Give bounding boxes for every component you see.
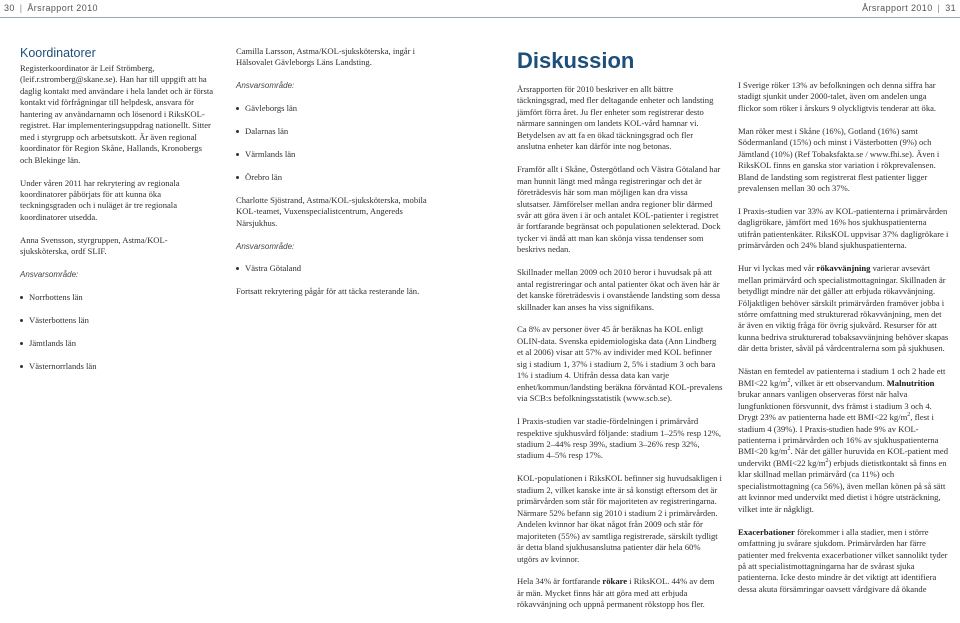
list-item: Värmlands län	[236, 149, 436, 160]
paragraph: Camilla Larsson, Astma/KOL-sjuksköterska, ingår i Hälsovalet Gävleborgs Läns Landsting.	[236, 46, 416, 68]
paragraph: KOL-populationen i RiksKOL befinner sig huvudsakligen i stadium 2, vilket kanske inte är så konstigt eftersom det är primärvården som står för majoriteten av registreringarna. Närmare 52% befann sig 2010 i stadium 2 i primärvården. Andelen kvinnor har ökat något från 2009 och står för majoriteten (55%) av samtliga registrerade, särskilt tydligt är detta bland sjukhusanslutna patienter där hela 60% utgörs av kvinnor.	[517, 473, 722, 564]
list-item: Dalarnas län	[236, 126, 436, 137]
paragraph: Nästan en femtedel av patienterna i stadium 1 och 2 hade ett BMI<22 $kg/m^2$, vilket är ett observandum. Malnutrition brukar annars vanligen observeras först när halva lungfunktionen försvunnit, dvs främst i stadium 3 och 4. Drygt 23% av patienterna hade ett BMI<22 $kg/m^2$, flest i stadium 4 (39%). I Praxis-studien hade 9% av KOL-patienterna i primärvården och 16% av sjukhuspatienterna BMI<20 $kg/m^2$. När det gäller huruvida en KOL-patient med undervikt (BMI<22 $kg/m^2$) erbjuds dietistkontakt så finns en klar skillnad mellan primärvård (ca 11%) och specialistmottagning (ca 56%), även mellan könen på så sätt att kvinnor med undervikt med dietist i högre utsträckning, vilket inte är någkligt.	[738, 366, 948, 514]
area-label: Ansvarsområde:	[236, 81, 295, 91]
list-item: Jämtlands län	[20, 338, 216, 349]
header-title-left: Årsrapport 2010	[27, 3, 98, 13]
page-number-right: 31	[945, 3, 956, 13]
column-diskussion-cont	[738, 80, 950, 607]
area-label: Ansvarsområde:	[236, 241, 295, 251]
area-list	[20, 292, 216, 373]
paragraph: Ca 8% av personer över 45 år beräknas ha KOL enligt OLIN-data. Svenska epidemiologiska data (Ann Lindberg et al 2006) visar att 57% av individer med KOL befinner sig i stadium 1, 37% i stadium 2, 5% i stadium 3 och bara 1% i stadium 4. Utifrån dessa data kan varje enhet/kommun/landsting beräkna förväntad KOL-prevalens via SCB:s befolkningsstatistik (www.scb.se).	[517, 324, 723, 404]
bullet-icon	[236, 107, 239, 110]
bullet-icon	[236, 153, 239, 156]
bullet-icon	[236, 130, 239, 133]
header-separator: |	[19, 3, 23, 13]
paragraph: Under våren 2011 har rekrytering av regionala koordinatorer påbörjats för att kunna öka teckningsgraden och i nuläget är tre regionala koordinatorer utsedda.	[20, 177, 180, 222]
list-item: Västerbottens län	[20, 315, 216, 326]
page-number-left: 30	[4, 3, 15, 13]
page-header-right	[862, 0, 956, 16]
area-list	[236, 103, 436, 184]
area-list	[236, 263, 436, 274]
header-rule	[0, 17, 960, 18]
paragraph: Exacerbationer förekommer i alla stadier, men i större omfattning ju svårare sjukdom. Primärvården har färre patienter med frekventa exacerbationer vilket sannolikt tyder på att specialistmottagningarna har de svårast sjuka patienterna. Icke desto mindre är det viktigt att identifiera dessa akuta försämringar oavsett vårdgivare då ökande	[738, 526, 948, 594]
bullet-icon	[20, 296, 23, 299]
paragraph: Årsrapporten för 2010 beskriver en allt bättre täckningsgrad, med fler deltagande enheter och landsting jämfört förra året. Ju fler enheter som registrerar desto närmare sanningen om landets KOL-vård hamnar vi. Betydelsen av att fa en ökad täckningsgrad och fler anslutna enheter kan därför inte nog betonas.	[517, 84, 714, 152]
list-item: Gävleborgs län	[236, 103, 436, 114]
paragraph: Framför allt i Skåne, Östergötland och Västra Götaland har man hunnit längt med många registreringar och det är företrädesvis här som man möjligen kan dra vissa slutsatser. Jämförelser mellan andra regioner blir därmed svår att göra även i är och antalet KOL-patienter i registret är fortfarande begränsat och populationen selekterad. Dock tycker vi ändå att man kan skönja vissa tendenser som beskrivs nedan.	[517, 164, 721, 255]
paragraph: Anna Svensson, styrgruppen, Astma/KOL-sjuksköterska, ordf SLIF.	[20, 234, 168, 257]
paragraph: Hur vi lyckas med vår rökavvänjning varierar avsevärt mellan primärvård och specialistmottagningar. Skillnaden är betydligt mindre när det gäller att erbjuda rökavvänjning. Följaktligen behöver särskilt primärvården framöver jobba i större omfattning med strukturerad rökavvänjning, men det är även en viktig fråga för övrig sjukvård. Resurser för att kunna bedriva strukturerad tobaksavvänjning behöver skapas där detta brister, såväl på vårdcentralerna som på sjukhusen.	[738, 263, 949, 354]
bullet-icon	[236, 176, 239, 179]
paragraph: Hela 34% är fortfarande rökare i RiksKOL. 44% av dem är män. Mycket finns här att göra med att erbjuda rökavvänjning och uppnå permanent rökstopp hos fler.	[517, 576, 715, 610]
bullet-icon	[20, 342, 23, 345]
header-title-right: Årsrapport 2010	[862, 3, 933, 13]
area-label: Ansvarsområde:	[20, 270, 79, 280]
list-item: Västra Götaland	[236, 263, 436, 274]
column-diskussion	[517, 48, 723, 622]
paragraph: I Sverige röker 13% av befolkningen och denna siffra har stadigt sjunkit under 2000-talet, även om andelen unga flickor som röker i årskurs 9 olyckligtvis tenderar att öka.	[738, 80, 937, 113]
bold-term: Malnutrition	[886, 377, 935, 388]
paragraph: Skillnader mellan 2009 och 2010 beror i huvudsak på att antal registreringar och antal patienter ökat och även här är det kanske företrädesvis i ovanstående landsting som dessa skillnader kan anses ha viss signifikans.	[517, 267, 721, 312]
section-title: Koordinatorer	[20, 46, 96, 60]
column-koordinatorer	[20, 46, 216, 384]
column-koordinatorer-cont	[236, 46, 436, 309]
bold-term: Exacerbationer	[738, 526, 795, 537]
bold-term: rökavvänjning	[816, 263, 871, 274]
list-item: Norrbottens län	[20, 292, 216, 303]
bullet-icon	[20, 319, 23, 322]
paragraph: Man röker mest i Skåne (16%), Gotland (16%) samt Södermanland (15%) och minst i Västerbotten (9%) och Jämtland (10%) (Ref Tobaksfakta.se / www.fhi.se). Även i RiksKOL finns en ganska stor variation i rökprevalensen. Bland de landsting som registrerat flest patienter ligger prevalensen mellan 30 och 37%.	[738, 125, 940, 194]
page-header-left	[4, 0, 98, 16]
bullet-icon	[236, 267, 239, 270]
paragraph: I Praxis-studien var stadie-fördelningen i primärvård respektive sjukhusvård följande: stadium 1–25% resp 12%, stadium 2–44% resp 39%, stadium 3–26% resp 32%, stadium 4–5% resp 17%.	[517, 416, 722, 461]
bullet-icon	[20, 365, 23, 368]
paragraph: I Praxis-studien var 33% av KOL-patienterna i primärvården dagligrökare, jämfört med 16% hos sjukhuspatienterna utifrån patientenkäter. RiksKOL uppvisar 37% dagligrökare i primärvården och 24% bland sjukhuspatienterna.	[738, 205, 949, 251]
section-title: Diskussion	[517, 48, 635, 73]
paragraph: Charlotte Sjöstrand, Astma/KOL-sjuksköterska, mobila KOL-teamet, Vuxenspecialistcentrum, Angereds Närsjukhus.	[236, 194, 427, 228]
paragraph: Registerkoordinator är Leif Strömberg, (leif.r.stromberg@skane.se). Han har till uppgift att ha daglig kontakt med användare i hela landet och är första kontakt vid förfrågningar till helpdesk, ansvara för hantering av användarnamn och lösenord i RiksKOL-registret. Har implementeringsuppdrag nationellt. Sitter med i styrgrupp och arbetsutskott. Är även regional koordinator för Region Skåne, Hallands, Kronobergs och Blekinge län.	[20, 63, 214, 165]
list-item: Örebro län	[236, 172, 436, 183]
header-separator: |	[937, 3, 941, 13]
list-item: Västernorrlands län	[20, 361, 216, 372]
bold-term: rökare	[602, 576, 628, 587]
paragraph: Fortsatt rekrytering pågår för att täcka resterande län.	[236, 286, 420, 297]
